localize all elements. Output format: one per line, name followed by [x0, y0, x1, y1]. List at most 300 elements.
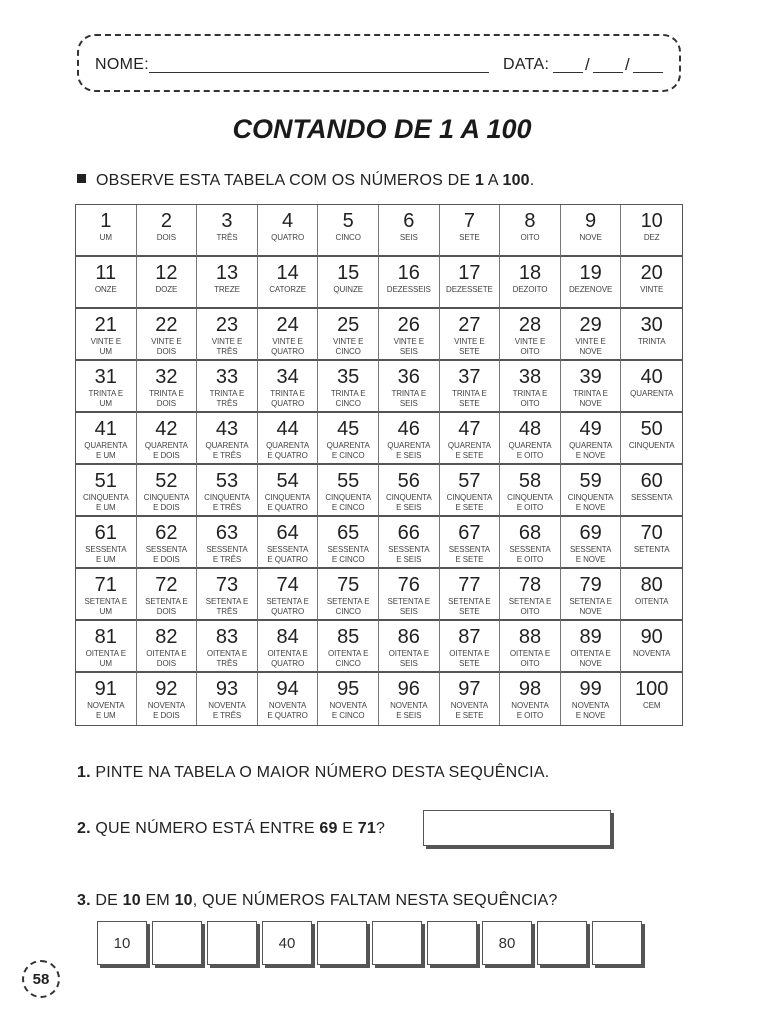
cell-number: 61 [94, 522, 117, 544]
number-cell[interactable] [440, 517, 501, 569]
cell-number: 8 [524, 210, 536, 232]
cell-word: UM [99, 233, 112, 242]
cell-number: 65 [337, 522, 360, 544]
cell-number: 43 [215, 418, 239, 440]
date-day-field[interactable] [553, 72, 583, 73]
cell-number: 52 [155, 470, 178, 492]
cell-number: 51 [94, 470, 117, 492]
cell-word: SESSENTA E TRÊS [206, 545, 248, 564]
cell-word: SESSENTA E SETE [448, 545, 491, 564]
cell-word: OITENTA E TRÊS [206, 649, 248, 668]
cell-word: DEZENOVE [568, 285, 613, 294]
cell-number: 68 [518, 522, 542, 544]
number-cell[interactable] [379, 673, 440, 725]
header-box [77, 34, 681, 92]
cell-word: SETE [459, 233, 480, 242]
cell-word: SETENTA E QUATRO [266, 597, 309, 616]
number-cell[interactable] [137, 361, 198, 413]
cell-number: 15 [337, 262, 360, 284]
cell-number: 64 [276, 522, 299, 544]
page-title: CONTANDO DE 1 A 100 [232, 114, 532, 144]
cell-word: SETENTA E NOVE [569, 597, 612, 616]
cell-number: 89 [579, 626, 602, 648]
number-cell[interactable] [137, 465, 198, 517]
cell-number: 59 [579, 470, 602, 492]
cell-number: 38 [518, 366, 542, 388]
sequence-box-empty[interactable] [427, 921, 477, 965]
cell-word: CINQUENTA E QUATRO [264, 493, 311, 512]
cell-word: SESSENTA E SEIS [388, 545, 430, 564]
cell-number: 71 [94, 574, 117, 596]
number-cell[interactable] [318, 465, 379, 517]
number-cell[interactable] [137, 517, 198, 569]
cell-word: QUARENTA E UM [84, 441, 128, 460]
cell-number: 74 [276, 574, 299, 596]
cell-word: SESSENTA E CINCO [327, 545, 369, 564]
cell-word: OITENTA E SETE [449, 649, 490, 668]
cell-word: CINQUENTA [628, 441, 675, 450]
number-cell[interactable] [379, 465, 440, 517]
cell-word: SETENTA [633, 545, 670, 554]
number-cell[interactable] [621, 257, 682, 309]
number-cell[interactable] [258, 621, 319, 673]
cell-number: 73 [215, 574, 239, 596]
sequence-box-filled: 80 [482, 921, 532, 965]
cell-number: 45 [337, 418, 360, 440]
cell-number: 31 [94, 366, 117, 388]
cell-number: 100 [635, 678, 669, 700]
cell-word: TRINTA E OITO [512, 389, 548, 408]
number-cell[interactable] [318, 517, 379, 569]
cell-number: 30 [640, 314, 663, 336]
cell-word: SETENTA E TRÊS [205, 597, 249, 616]
number-cell[interactable] [621, 205, 682, 257]
cell-word: CINQUENTA E SEIS [385, 493, 432, 512]
number-cell[interactable] [621, 309, 682, 361]
cell-number: 33 [215, 366, 239, 388]
page-number: 58 [22, 960, 60, 998]
number-cell[interactable] [561, 413, 622, 465]
number-cell[interactable] [318, 361, 379, 413]
cell-number: 72 [155, 574, 178, 596]
number-cell[interactable] [379, 361, 440, 413]
date-separator: / [625, 55, 630, 74]
cell-number: 66 [397, 522, 420, 544]
name-field[interactable] [149, 72, 489, 73]
number-cell[interactable] [621, 517, 682, 569]
cell-number: 60 [640, 470, 663, 492]
sequence-box-empty[interactable] [592, 921, 642, 965]
cell-number: 49 [579, 418, 602, 440]
number-cell[interactable] [76, 361, 137, 413]
number-cell[interactable] [561, 465, 622, 517]
cell-number: 94 [276, 678, 299, 700]
number-cell[interactable] [561, 569, 622, 621]
cell-word: DOIS [156, 233, 176, 242]
cell-word: OITENTA E UM [85, 649, 126, 668]
date-month-field[interactable] [593, 72, 623, 73]
date-separator: / [585, 55, 590, 74]
cell-word: VINTE [640, 285, 664, 294]
number-cell[interactable] [379, 413, 440, 465]
number-cell[interactable] [621, 569, 682, 621]
number-cell[interactable] [561, 673, 622, 725]
number-cell[interactable] [137, 413, 198, 465]
cell-word: NOVENTA E TRÊS [208, 701, 246, 720]
cell-word: TRINTA E SEIS [391, 389, 427, 408]
cell-number: 46 [397, 418, 420, 440]
sequence-box-empty[interactable] [317, 921, 367, 965]
cell-number: 42 [155, 418, 178, 440]
cell-word: SETENTA E CINCO [326, 597, 370, 616]
number-cell[interactable] [440, 465, 501, 517]
cell-number: 6 [403, 210, 415, 232]
cell-word: QUARENTA E TRÊS [205, 441, 249, 460]
cell-number: 96 [397, 678, 420, 700]
cell-number: 29 [579, 314, 602, 336]
number-cell[interactable] [197, 673, 258, 725]
cell-number: 13 [215, 262, 239, 284]
sequence-box-filled: 40 [262, 921, 312, 965]
number-cell[interactable] [76, 673, 137, 725]
cell-number: 19 [579, 262, 602, 284]
number-cell[interactable] [258, 673, 319, 725]
number-cell[interactable] [76, 205, 137, 257]
number-cell[interactable] [440, 621, 501, 673]
number-cell[interactable] [500, 413, 561, 465]
number-cell[interactable] [561, 309, 622, 361]
cell-number: 98 [518, 678, 542, 700]
cell-word: CATORZE [269, 285, 306, 294]
cell-number: 63 [215, 522, 239, 544]
number-cell[interactable] [440, 361, 501, 413]
cell-word: VINTE E UM [90, 337, 121, 356]
cell-word: CINQUENTA E OITO [507, 493, 553, 512]
cell-word: DOZE [155, 285, 178, 294]
number-cell[interactable] [258, 361, 319, 413]
cell-word: SESSENTA E DOIS [145, 545, 188, 564]
number-cell[interactable] [379, 257, 440, 309]
cell-number: 17 [458, 262, 481, 284]
cell-word: SETENTA E OITO [508, 597, 552, 616]
cell-word: OITENTA E DOIS [146, 649, 187, 668]
question-1: 1. PINTE NA TABELA O MAIOR NÚMERO DESTA SEQUÊNCIA. [77, 764, 550, 781]
cell-word: VINTE E CINCO [332, 337, 364, 356]
cell-number: 69 [579, 522, 602, 544]
number-cell[interactable] [258, 205, 319, 257]
cell-word: TRINTA E CINCO [330, 389, 366, 408]
cell-word: SESSENTA E OITO [509, 545, 551, 564]
cell-number: 99 [579, 678, 602, 700]
number-cell[interactable] [137, 257, 198, 309]
cell-number: 82 [155, 626, 178, 648]
cell-word: TRINTA E QUATRO [270, 389, 305, 408]
number-cell[interactable] [440, 413, 501, 465]
cell-word: NOVENTA E SEIS [390, 701, 428, 720]
date-year-field[interactable] [633, 72, 663, 73]
sequence-box-empty[interactable] [207, 921, 257, 965]
cell-word: SETENTA E DOIS [145, 597, 188, 616]
cell-word: VINTE E NOVE [575, 337, 606, 356]
cell-word: OITENTA E QUATRO [267, 649, 308, 668]
cell-number: 23 [215, 314, 239, 336]
number-cell[interactable] [137, 309, 198, 361]
cell-number: 21 [94, 314, 117, 336]
cell-number: 77 [458, 574, 481, 596]
cell-word: DEZOITO [512, 285, 548, 294]
cell-word: NOVENTA E DOIS [147, 701, 186, 720]
number-cell[interactable] [621, 465, 682, 517]
number-cell[interactable] [500, 673, 561, 725]
number-cell[interactable] [561, 361, 622, 413]
cell-number: 93 [215, 678, 239, 700]
cell-number: 48 [518, 418, 542, 440]
number-cell[interactable] [500, 465, 561, 517]
number-cell[interactable] [197, 465, 258, 517]
cell-word: SETENTA E SETE [448, 597, 491, 616]
number-cell[interactable] [76, 465, 137, 517]
cell-word: VINTE E SETE [454, 337, 485, 356]
number-cell[interactable] [197, 205, 258, 257]
cell-word: SETENTA E SEIS [387, 597, 431, 616]
square-bullet-icon [77, 174, 86, 183]
cell-word: SESSENTA [631, 493, 673, 502]
cell-number: 87 [458, 626, 481, 648]
cell-number: 41 [94, 418, 117, 440]
number-cell[interactable] [137, 569, 198, 621]
cell-number: 54 [276, 470, 299, 492]
number-cell[interactable] [561, 517, 622, 569]
number-cell[interactable] [500, 621, 561, 673]
number-cell[interactable] [197, 413, 258, 465]
cell-word: NOVENTA E NOVE [571, 701, 610, 720]
number-cell[interactable] [76, 569, 137, 621]
cell-number: 62 [155, 522, 178, 544]
number-cell[interactable] [197, 257, 258, 309]
number-cell[interactable] [258, 413, 319, 465]
cell-number: 37 [458, 366, 481, 388]
cell-number: 56 [397, 470, 420, 492]
cell-word: TRINTA E DOIS [149, 389, 184, 408]
cell-number: 55 [337, 470, 360, 492]
cell-word: QUATRO [271, 233, 305, 242]
number-cell[interactable] [500, 205, 561, 257]
number-cell[interactable] [258, 309, 319, 361]
number-cell[interactable] [318, 569, 379, 621]
cell-word: OITENTA E OITO [509, 649, 551, 668]
cell-word: NOVENTA E OITO [511, 701, 549, 720]
cell-word: VINTE E QUATRO [271, 337, 305, 356]
question-3: 3. DE 10 EM 10, QUE NÚMEROS FALTAM NESTA SEQUÊNCIA? [77, 892, 558, 909]
cell-word: CINQUENTA E CINCO [325, 493, 371, 512]
cell-word: QUARENTA E SEIS [387, 441, 431, 460]
cell-number: 90 [640, 626, 663, 648]
number-cell[interactable] [379, 569, 440, 621]
cell-word: QUARENTA E CINCO [326, 441, 370, 460]
number-cell[interactable] [76, 309, 137, 361]
cell-number: 26 [397, 314, 420, 336]
cell-word: OITENTA E NOVE [570, 649, 611, 668]
number-cell[interactable] [440, 257, 501, 309]
cell-word: VINTE E DOIS [151, 337, 182, 356]
cell-number: 16 [397, 262, 420, 284]
cell-word: QUINZE [333, 285, 363, 294]
cell-number: 34 [276, 366, 299, 388]
cell-word: VINTE E TRÊS [211, 337, 243, 356]
cell-word: NOVE [579, 233, 602, 242]
number-cell[interactable] [258, 257, 319, 309]
number-cell[interactable] [561, 257, 622, 309]
cell-number: 14 [276, 262, 299, 284]
cell-number: 84 [276, 626, 299, 648]
number-cell[interactable] [197, 621, 258, 673]
number-cell[interactable] [318, 413, 379, 465]
number-cell[interactable] [621, 361, 682, 413]
cell-number: 10 [640, 210, 663, 232]
cell-word: SESSENTA E UM [85, 545, 127, 564]
cell-word: TRINTA E UM [88, 389, 124, 408]
cell-word: CINQUENTA E UM [82, 493, 129, 512]
cell-number: 2 [160, 210, 172, 232]
number-cell[interactable] [197, 361, 258, 413]
number-cell[interactable] [621, 413, 682, 465]
cell-number: 5 [342, 210, 354, 232]
number-cell[interactable] [318, 257, 379, 309]
cell-word: ONZE [94, 285, 117, 294]
cell-number: 81 [94, 626, 117, 648]
sequence-box-empty[interactable] [372, 921, 422, 965]
cell-number: 58 [518, 470, 542, 492]
number-cell[interactable] [440, 205, 501, 257]
cell-number: 35 [337, 366, 360, 388]
cell-number: 18 [518, 262, 542, 284]
number-cell[interactable] [197, 569, 258, 621]
cell-word: QUARENTA E DOIS [144, 441, 188, 460]
answer-box[interactable] [423, 810, 611, 846]
number-cell[interactable] [137, 673, 198, 725]
cell-number: 9 [585, 210, 597, 232]
number-cell[interactable] [76, 257, 137, 309]
number-cell[interactable] [379, 309, 440, 361]
number-cell[interactable] [440, 309, 501, 361]
number-cell[interactable] [500, 309, 561, 361]
cell-word: NOVENTA E SETE [450, 701, 489, 720]
cell-number: 20 [640, 262, 663, 284]
question-2: 2. QUE NÚMERO ESTÁ ENTRE 69 E 71? [77, 820, 386, 837]
number-cell[interactable] [76, 621, 137, 673]
number-cell[interactable] [76, 413, 137, 465]
cell-word: QUARENTA [630, 389, 674, 398]
cell-number: 50 [640, 418, 663, 440]
cell-word: TRINTA E NOVE [573, 389, 608, 408]
cell-number: 91 [94, 678, 117, 700]
number-cell[interactable] [318, 309, 379, 361]
number-cell[interactable] [440, 569, 501, 621]
cell-word: QUARENTA E NOVE [569, 441, 613, 460]
number-cell[interactable] [197, 517, 258, 569]
number-cell[interactable] [500, 361, 561, 413]
cell-word: DEZ [643, 233, 660, 242]
cell-word: CINCO [335, 233, 361, 242]
cell-word: OITENTA E SEIS [388, 649, 429, 668]
number-cell[interactable] [561, 205, 622, 257]
number-cell[interactable] [137, 205, 198, 257]
number-cell[interactable] [197, 309, 258, 361]
name-label: NOME: [95, 56, 149, 73]
cell-number: 36 [397, 366, 420, 388]
cell-number: 27 [458, 314, 481, 336]
cell-number: 24 [276, 314, 299, 336]
cell-number: 95 [337, 678, 360, 700]
sequence-box-empty[interactable] [537, 921, 587, 965]
cell-word: QUARENTA E SETE [447, 441, 491, 460]
cell-number: 85 [337, 626, 360, 648]
cell-number: 53 [215, 470, 239, 492]
cell-number: 78 [518, 574, 542, 596]
number-cell[interactable] [318, 673, 379, 725]
cell-word: DEZESSETE [446, 285, 493, 294]
number-cell[interactable] [440, 673, 501, 725]
sequence-boxes [97, 921, 642, 965]
number-cell[interactable] [561, 621, 622, 673]
cell-number: 3 [221, 210, 233, 232]
number-cell[interactable] [258, 465, 319, 517]
cell-number: 7 [463, 210, 475, 232]
cell-word: NOVENTA E CINCO [329, 701, 367, 720]
number-cell[interactable] [500, 257, 561, 309]
cell-word: TRINTA E SETE [452, 389, 487, 408]
cell-word: TRINTA E TRÊS [209, 389, 245, 408]
cell-number: 97 [458, 678, 481, 700]
cell-word: SEIS [399, 233, 418, 242]
number-cell[interactable] [379, 621, 440, 673]
instruction: OBSERVE ESTA TABELA COM OS NÚMEROS DE 1 A 100. [77, 172, 534, 190]
number-cell[interactable] [76, 517, 137, 569]
number-cell[interactable] [500, 569, 561, 621]
number-cell[interactable] [379, 517, 440, 569]
cell-number: 70 [640, 522, 663, 544]
cell-word: CEM [642, 701, 661, 710]
cell-word: SESSENTA E QUATRO [266, 545, 309, 564]
number-cell[interactable] [621, 621, 682, 673]
cell-number: 47 [458, 418, 481, 440]
cell-word: CINQUENTA E SETE [446, 493, 493, 512]
cell-number: 76 [397, 574, 420, 596]
cell-word: TREZE [214, 285, 240, 294]
cell-number: 1 [100, 210, 112, 232]
cell-number: 92 [155, 678, 178, 700]
cell-number: 22 [155, 314, 178, 336]
number-cell[interactable] [621, 673, 682, 725]
cell-word: OITO [520, 233, 540, 242]
number-cell[interactable] [318, 621, 379, 673]
number-cell[interactable] [500, 517, 561, 569]
cell-number: 88 [518, 626, 542, 648]
cell-word: TRINTA [637, 337, 666, 346]
number-cell[interactable] [258, 517, 319, 569]
number-cell[interactable] [379, 205, 440, 257]
cell-word: CINQUENTA E DOIS [143, 493, 190, 512]
number-cell[interactable] [258, 569, 319, 621]
cell-number: 39 [579, 366, 602, 388]
number-cell[interactable] [318, 205, 379, 257]
sequence-box-empty[interactable] [152, 921, 202, 965]
number-cell[interactable] [137, 621, 198, 673]
cell-word: CINQUENTA E TRÊS [204, 493, 250, 512]
cell-word: NOVENTA [632, 649, 671, 658]
cell-number: 75 [337, 574, 360, 596]
cell-number: 44 [276, 418, 299, 440]
